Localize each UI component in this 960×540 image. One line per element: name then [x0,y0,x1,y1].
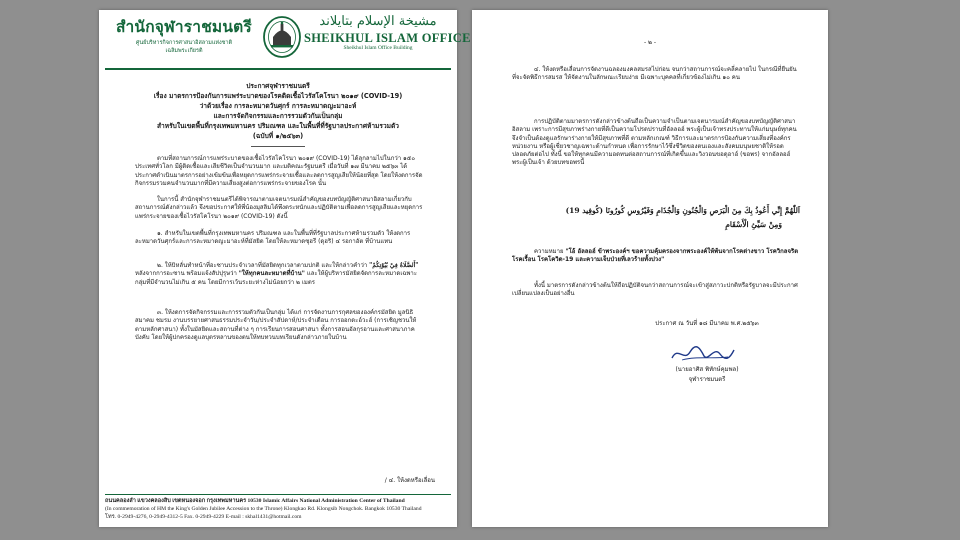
title-line: (ฉบับที่ ๑/๒๕๖๓) [252,132,304,140]
closing-statement: ทั้งนี้ มาตรการดังกล่าวข้างต้นให้ถือปฏิบัติจนกว่าสถานการณ์จะเข้าสู่สภาวะปกติหรือรัฐบาลจะมีประกาศเปลี่ยนแปลงเป็นอย่างอื่น [512,282,798,298]
dua-meaning [512,248,800,265]
title-separator [251,146,305,147]
office-subtitle-thai-2: เฉลิมพระเกียรติ [165,48,203,54]
document-page-2 [472,10,828,527]
letterhead [99,10,471,74]
meaning-label: ความหมาย [534,248,564,255]
paragraph-announcement: ในการนี้ สำนักจุฬาราชมนตรีได้พิจารณาตามเจตนารมณ์สำคัญของบทบัญญัติศาสนาอิสลามเกี่ยวกับสถานการณ์ดังกล่าวแล้ว จึงขอประกาศให้พี่น้องมุสลิมได้พึงตระหนักและปฏิบัติตามเพื่อลดการสูญเสียและหยุดการแพร่กระจายของเชื้อไวรัสโคโรนา ๒๐๑๙ (COVID-19) ดังนี้ [135,196,423,220]
letterhead-thai [105,14,263,55]
measure-item-4: ๔. ให้งดหรือเลื่อนการจัดงานฉลองมงคลสมรสไปก่อน จนกว่าสถานการณ์จะคลี่คลายไป ในกรณีที่ยืนยันที่จะจัดพิธีการสมรส ให้จัดงานในลักษณะเรียบง่าย มีเฉพาะบุคคลที่เกี่ยวข้องไม่เกิน ๑๐ คน [512,66,797,82]
item2-quote: "ให้ทุกคนละหมาดที่บ้าน" [238,270,305,278]
footer-commemoration: (In commemoration of HM the King's Golden Jubilee Accession to the Throne) Klongkao Rd. Klongsib Nongchok. Bangkok 10530 Thailand [105,506,422,512]
office-name-thai: สำนักจุฬาราชมนตรี [116,18,252,36]
footer-address: ถนนคลองลำ แขวงคลองสิบ เขตหนองจอก กรุงเทพมหานคร 10530 Islamic Affairs National Administration Center of Thailand [105,498,405,504]
dua-arabic-line-2: وَمِنْ سَيِّئِ الْأَسْقَامِ [725,220,782,229]
item2-text-c: และให้ผู้บริหารมัสยิดจัดการละหมาดเฉพาะกลุ่มที่มีจำนวนไม่เกิน ๕ คน โดยมีการเว้นระยะห่างไม่น้อยกว่า ๒ เมตร [135,270,417,286]
footer-contact: โทร. 0-2949-4276, 0-2949-4312-5 Fax. 0-2949-4229 E-mail : skhal1431@hotmail.com [105,514,302,520]
title-line: และการจัดกิจกรรมและการรวมตัวกันเป็นกลุ่ม [213,112,343,120]
office-name-english: SHEIKHUL ISLAM OFFICE [304,31,471,45]
title-line: ประกาศจุฬาราชมนตรี [246,82,310,90]
meaning-text: "โอ้ อัลลอฮ์ ข้าพระองค์ฯ ขอความคุ้มครองจากพระองค์ให้พ้นจากโรคด่างขาว โรควิกลจริต โรคเรื้อน โรคโควิด-19 และความเจ็บป่วยที่เลวร้ายทั้งปวง" [512,248,799,264]
dua-arabic-line-1: اَللّٰهُمَّ إِنِّي أَعُوذُ بِكَ مِنَ الْبَرَصِ وَالْجُنُونِ وَالْجُذَامِ وَفَيْرُوسِ كُورُونَا (كُوفِيد 19) [565,206,800,215]
office-subtitle-thai-1: ศูนย์บริหารกิจการศาสนาอิสลามแห่งชาติ [135,40,233,46]
measure-item-3: ๓. ให้งดการจัดกิจกรรมและการรวมตัวกันเป็นกลุ่ม ได้แก่ การจัดงานการกุศลขององค์กรมัสยิด มูลนิธิ สมาคม ชมรม งานบรรยายศาสนธรรมประจำวัน/ประจำสัปดาห์/ประจำเดือน การออกดะอ์วะฮ์ (การเชิญชวนให้ตามหลักศาสนา) ทั้งในมัสยิดและสถานที่ต่าง ๆ การเรียนการสอนศาสนา ทั้งการสอนอัลกุรอานและศาสนาภาคบังคับ โดยให้ผู้ปกครองดูแลบุตรหลานของตนให้ทบทวนบทเรียนดังกล่าวภายในบ้าน [135,309,417,341]
office-seal-icon [262,15,302,59]
letterhead-english [304,13,471,51]
item2-text-b: หลังจากการอะซาน พร้อมแจ้งสัปปุรุษว่า [135,270,237,278]
office-subtitle-english: Sheikhul Islam Office Building [343,45,413,51]
continued-marker: / ๔. ให้งดหรือเลื่อน [384,477,435,484]
letterhead-divider [105,68,451,70]
office-name-arabic: مشيخة الإسلام بتايلاند [319,14,437,29]
item2-text-a: ๒. ให้บิหลั่นทำหน้าที่อะซานประจำเวลาที่มัสยิดทุกเวลาตามปกติ และให้กล่าวคำว่า [157,262,368,269]
title-line: สำหรับในเขตพื้นที่กรุงเทพมหานคร ปริมณฑล และในพื้นที่ที่รัฐบาลประกาศห้ามรวมตัว [157,122,399,130]
footer-divider [105,494,451,495]
title-line: เรื่อง มาตรการป้องกันการแพร่ระบาดของโรคติดเชื้อไวรัสโคโรนา ๒๐๑๙ (COVID-19) [153,92,403,100]
signature-image [668,342,738,369]
document-page-1 [99,10,471,527]
item2-arabic-phrase: "أَلصَّلَاةُ فِيْ بُيُوْتِكُمْ" [369,262,419,269]
announcement-date: ประกาศ ณ วันที่ ๑๘ มีนาคม พ.ศ.๒๕๖๓ [655,320,759,327]
paragraph-reasoning: การปฏิบัติตามมาตรการดังกล่าวข้างต้นถือเป็นความจำเป็นตามเจตนารมณ์สำคัญของบทบัญญัติศาสนาอิสลาม เพราะการมีสุขภาพร่างกายที่ดีเป็นความโปรดปรานที่อัลลอฮ์ พระผู้เป็นเจ้าทรงประทานให้แก่มนุษย์ทุกคน จึงจำเป็นต้องดูแลรักษาร่างกายให้มีสุขภาพที่ดี ตามหลักเกณฑ์ วิธีการและมาตรการป้องกันความเสี่ยงที่องค์กร หน่วยงาน หรือผู้เชี่ยวชาญเฉพาะด้านกำหนด เพื่อการรักษาไว้ซึ่งชีวิตของตนเองและสังคมมนุษยชาติให้รอดปลอดภัยต่อไป ทั้งนี้ ขอให้ทุกคนมีความอดทนต่อสถานการณ์ที่เกิดขึ้นและวิงวอนขอดุอาอ์ (ขอพร) จากอัลลอฮ์ พระผู้เป็นเจ้า ด้วยบทขอพรนี้ [512,118,797,167]
measure-item-1: ๑. สำหรับในเขตพื้นที่กรุงเทพมหานคร ปริมณฑล และในพื้นที่ที่รัฐบาลประกาศห้ามรวมตัว ให้งดการละหมาดวันศุกร์และการละหมาดญะมาอะห์ที่มัสยิด โดยให้ละหมาดซุฮรี (ดุฮริ) ๔ รอกาอัต ที่บ้านแทน [135,230,411,246]
title-line: ว่าด้วยเรื่อง การละหมาดวันศุกร์ การละหมาดญะมาอะห์ [199,102,357,110]
signatory-name: (นายอาศิส พิทักษ์คุมพล) [675,366,739,373]
page-number: - ๒ - [643,39,657,46]
announcement-title [123,81,433,141]
measure-item-2 [135,262,427,287]
paragraph-background: ตามที่สถานการณ์การแพร่ระบาดของเชื้อไวรัสโคโรนา ๒๐๑๙ (COVID-19) ได้ลุกลามไปในกว่า ๑๕๐ ประเทศทั่วโลก มีผู้ติดเชื้อและเสียชีวิตเป็นจำนวนมาก และมติคณะรัฐมนตรี เมื่อวันที่ ๑๗ มีนาคม ๒๕๖๓ ได้ประกาศดำเนินมาตรการอย่างเข้มข้นเพื่อหยุดการแพร่กระจายเชื้อและลดการสูญเสียให้น้อยที่สุด โดยให้งดการจัดกิจกรรมรวมคนจำนวนมากที่มีความเสี่ยงสูงต่อการแพร่กระจายของโรค นั้น [135,155,423,187]
signatory-title: จุฬาราชมนตรี [688,376,726,383]
